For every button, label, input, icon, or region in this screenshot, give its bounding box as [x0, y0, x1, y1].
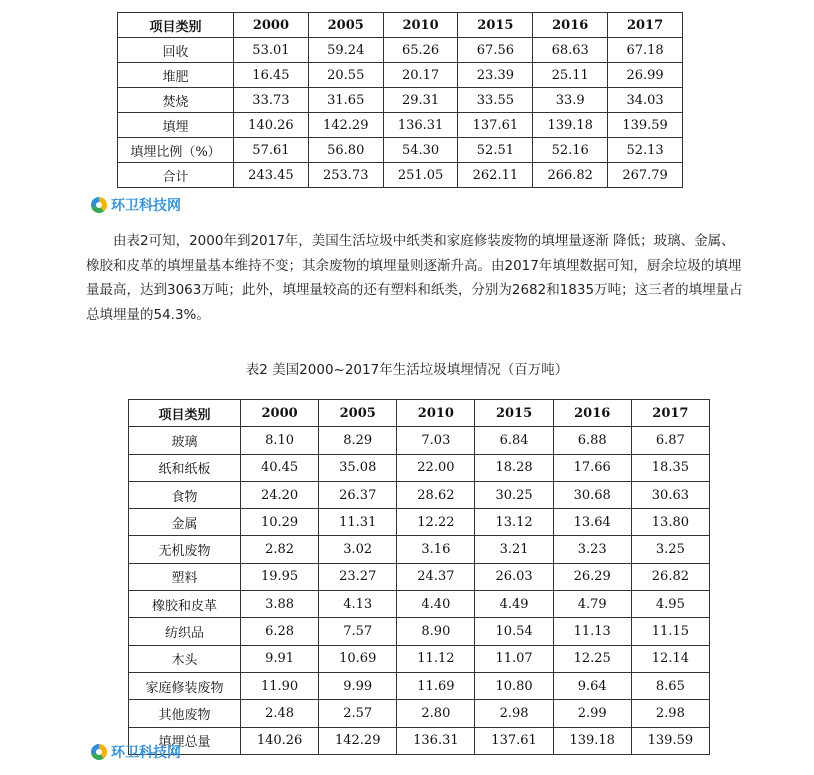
value-cell: 33.55 [458, 88, 533, 113]
column-header: 2000 [241, 400, 319, 427]
value-cell: 16.45 [234, 63, 309, 88]
value-cell: 139.59 [608, 113, 683, 138]
value-cell: 33.9 [533, 88, 608, 113]
value-cell: 137.61 [458, 113, 533, 138]
table-row [129, 727, 710, 754]
table-header-row [118, 13, 683, 38]
value-cell: 262.11 [458, 163, 533, 188]
row-label-cell: 食物 [129, 481, 241, 508]
row-label-cell: 回收 [118, 38, 234, 63]
row-label-cell: 合计 [118, 163, 234, 188]
value-cell: 10.69 [319, 645, 397, 672]
value-cell: 9.99 [319, 672, 397, 699]
table-row [118, 88, 683, 113]
value-cell: 4.95 [631, 591, 709, 618]
watermark [91, 742, 181, 762]
table-row [129, 700, 710, 727]
value-cell: 29.31 [383, 88, 458, 113]
row-label-cell: 木头 [129, 645, 241, 672]
value-cell: 3.16 [397, 536, 475, 563]
column-header: 2017 [608, 13, 683, 38]
value-cell: 25.11 [533, 63, 608, 88]
table-row [129, 563, 710, 590]
watermark-logo-icon [91, 744, 107, 760]
value-cell: 23.27 [319, 563, 397, 590]
value-cell: 67.18 [608, 38, 683, 63]
value-cell: 12.22 [397, 509, 475, 536]
value-cell: 30.63 [631, 481, 709, 508]
row-label-cell: 金属 [129, 509, 241, 536]
value-cell: 11.15 [631, 618, 709, 645]
column-header: 2017 [631, 400, 709, 427]
value-cell: 8.29 [319, 427, 397, 454]
value-cell: 65.26 [383, 38, 458, 63]
value-cell: 136.31 [397, 727, 475, 754]
value-cell: 13.12 [475, 509, 553, 536]
value-cell: 56.80 [308, 138, 383, 163]
table-row [129, 645, 710, 672]
value-cell: 18.28 [475, 454, 553, 481]
value-cell: 253.73 [308, 163, 383, 188]
table-row [129, 591, 710, 618]
value-cell: 24.20 [241, 481, 319, 508]
value-cell: 11.13 [553, 618, 631, 645]
table-header-row [129, 400, 710, 427]
column-header: 2015 [458, 13, 533, 38]
value-cell: 251.05 [383, 163, 458, 188]
value-cell: 10.80 [475, 672, 553, 699]
table-row [118, 163, 683, 188]
watermark [91, 195, 181, 215]
row-label-cell: 填埋总量 [129, 727, 241, 754]
value-cell: 266.82 [533, 163, 608, 188]
value-cell: 2.98 [475, 700, 553, 727]
row-label-cell: 纺织品 [129, 618, 241, 645]
watermark-text: 环卫科技网 [111, 198, 181, 214]
table-row [129, 536, 710, 563]
value-cell: 7.57 [319, 618, 397, 645]
table-row [118, 38, 683, 63]
value-cell: 3.02 [319, 536, 397, 563]
row-label-cell: 纸和纸板 [129, 454, 241, 481]
value-cell: 52.51 [458, 138, 533, 163]
value-cell: 67.56 [458, 38, 533, 63]
column-header: 2005 [319, 400, 397, 427]
value-cell: 26.29 [553, 563, 631, 590]
column-header: 2015 [475, 400, 553, 427]
row-label-cell: 无机废物 [129, 536, 241, 563]
column-header: 2000 [234, 13, 309, 38]
column-header: 2010 [397, 400, 475, 427]
value-cell: 59.24 [308, 38, 383, 63]
value-cell: 4.49 [475, 591, 553, 618]
value-cell: 23.39 [458, 63, 533, 88]
value-cell: 52.13 [608, 138, 683, 163]
value-cell: 2.48 [241, 700, 319, 727]
value-cell: 11.69 [397, 672, 475, 699]
value-cell: 6.84 [475, 427, 553, 454]
value-cell: 13.80 [631, 509, 709, 536]
recycling-table [117, 12, 683, 188]
value-cell: 33.73 [234, 88, 309, 113]
value-cell: 6.28 [241, 618, 319, 645]
value-cell: 243.45 [234, 163, 309, 188]
value-cell: 20.55 [308, 63, 383, 88]
value-cell: 142.29 [319, 727, 397, 754]
value-cell: 40.45 [241, 454, 319, 481]
body-paragraph: 由表2可知，2000年到2017年，美国生活垃圾中纸类和家庭修装废物的填埋量逐渐 降低；玻璃、金属、橡胶和皮革的填埋量基本维持不变；其余废物的填埋量则逐渐升高。由2017年填埋数据可知，厨余垃圾的填埋量最高，达到3063万吨；此外，填埋量较高的还有塑料和纸类，分别为2682和1835万吨；这三者的填埋量占总填埋量的54.3%。 [86, 233, 743, 323]
value-cell: 57.61 [234, 138, 309, 163]
value-cell: 6.87 [631, 427, 709, 454]
value-cell: 142.29 [308, 113, 383, 138]
value-cell: 11.31 [319, 509, 397, 536]
watermark-logo-icon [91, 197, 107, 213]
value-cell: 140.26 [241, 727, 319, 754]
value-cell: 2.82 [241, 536, 319, 563]
table-row [118, 138, 683, 163]
value-cell: 136.31 [383, 113, 458, 138]
value-cell: 68.63 [533, 38, 608, 63]
value-cell: 12.14 [631, 645, 709, 672]
value-cell: 9.64 [553, 672, 631, 699]
value-cell: 13.64 [553, 509, 631, 536]
table-row [129, 618, 710, 645]
value-cell: 31.65 [308, 88, 383, 113]
table-row [129, 509, 710, 536]
value-cell: 10.29 [241, 509, 319, 536]
value-cell: 3.23 [553, 536, 631, 563]
value-cell: 2.99 [553, 700, 631, 727]
table-row [118, 63, 683, 88]
value-cell: 30.25 [475, 481, 553, 508]
value-cell: 35.08 [319, 454, 397, 481]
value-cell: 6.88 [553, 427, 631, 454]
value-cell: 8.10 [241, 427, 319, 454]
table-caption: 表2 美国2000~2017年生活垃圾填埋情况（百万吨） [245, 362, 569, 378]
value-cell: 139.59 [631, 727, 709, 754]
table-row [129, 454, 710, 481]
table-row [118, 113, 683, 138]
value-cell: 26.37 [319, 481, 397, 508]
value-cell: 2.98 [631, 700, 709, 727]
table-row [129, 672, 710, 699]
value-cell: 52.16 [533, 138, 608, 163]
value-cell: 26.03 [475, 563, 553, 590]
column-header: 2010 [383, 13, 458, 38]
value-cell: 137.61 [475, 727, 553, 754]
value-cell: 7.03 [397, 427, 475, 454]
value-cell: 22.00 [397, 454, 475, 481]
value-cell: 28.62 [397, 481, 475, 508]
value-cell: 140.26 [234, 113, 309, 138]
value-cell: 139.18 [553, 727, 631, 754]
value-cell: 19.95 [241, 563, 319, 590]
row-label-cell: 填埋比例（%） [118, 138, 234, 163]
value-cell: 54.30 [383, 138, 458, 163]
value-cell: 139.18 [533, 113, 608, 138]
row-label-cell: 玻璃 [129, 427, 241, 454]
value-cell: 3.21 [475, 536, 553, 563]
value-cell: 3.25 [631, 536, 709, 563]
value-cell: 20.17 [383, 63, 458, 88]
watermark-text: 环卫科技网 [111, 745, 181, 761]
value-cell: 267.79 [608, 163, 683, 188]
column-header: 项目类别 [118, 13, 234, 38]
table-row [129, 427, 710, 454]
value-cell: 11.90 [241, 672, 319, 699]
row-label-cell: 焚烧 [118, 88, 234, 113]
value-cell: 12.25 [553, 645, 631, 672]
value-cell: 9.91 [241, 645, 319, 672]
value-cell: 26.82 [631, 563, 709, 590]
value-cell: 2.80 [397, 700, 475, 727]
value-cell: 17.66 [553, 454, 631, 481]
value-cell: 4.13 [319, 591, 397, 618]
value-cell: 11.07 [475, 645, 553, 672]
row-label-cell: 填埋 [118, 113, 234, 138]
value-cell: 24.37 [397, 563, 475, 590]
value-cell: 34.03 [608, 88, 683, 113]
value-cell: 10.54 [475, 618, 553, 645]
value-cell: 8.90 [397, 618, 475, 645]
value-cell: 53.01 [234, 38, 309, 63]
column-header: 项目类别 [129, 400, 241, 427]
value-cell: 18.35 [631, 454, 709, 481]
table-row [129, 481, 710, 508]
value-cell: 11.12 [397, 645, 475, 672]
value-cell: 30.68 [553, 481, 631, 508]
column-header: 2016 [533, 13, 608, 38]
row-label-cell: 塑料 [129, 563, 241, 590]
column-header: 2005 [308, 13, 383, 38]
value-cell: 2.57 [319, 700, 397, 727]
row-label-cell: 家庭修装废物 [129, 672, 241, 699]
row-label-cell: 橡胶和皮革 [129, 591, 241, 618]
value-cell: 3.88 [241, 591, 319, 618]
value-cell: 4.79 [553, 591, 631, 618]
value-cell: 26.99 [608, 63, 683, 88]
landfill-table [128, 399, 710, 755]
row-label-cell: 堆肥 [118, 63, 234, 88]
value-cell: 4.40 [397, 591, 475, 618]
column-header: 2016 [553, 400, 631, 427]
value-cell: 8.65 [631, 672, 709, 699]
row-label-cell: 其他废物 [129, 700, 241, 727]
